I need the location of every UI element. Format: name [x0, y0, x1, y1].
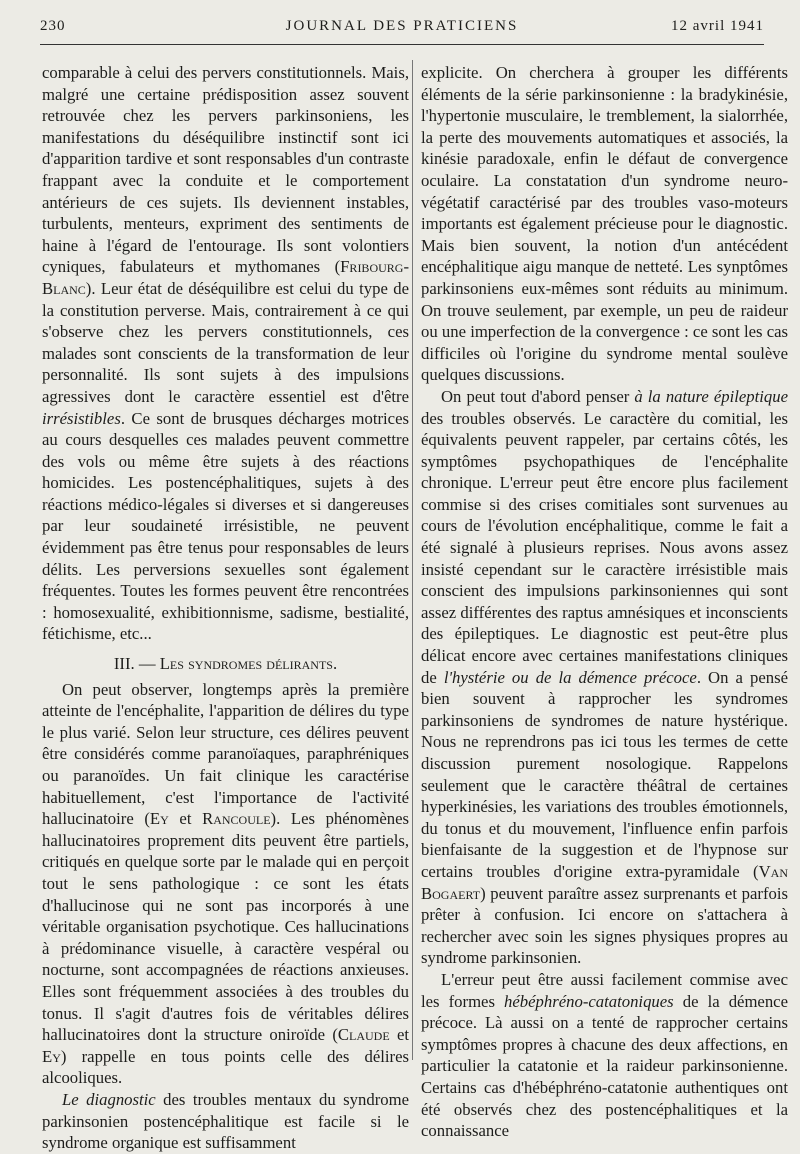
running-header	[40, 14, 764, 40]
text-run: . Ce sont de brusques décharges motrices au cours desquelles ces malades peuvent commettre des vols ou même être sujets à des réactions homicides. Les postencéphalitiques, sujets à des réactions médico-légales si diverses et si dangereuses par leur soudaineté irrésistible, ne peuvent évidemment pas être tenus pour responsables de leurs délits. Les perversions sexuelles sont également fréquentes. Toutes les formes peuvent être rencontrées : homosexualité, exhibitionnisme, sadisme, bestialité, fétichisme, etc...	[42, 408, 409, 644]
text-run: L'erreur peut être aussi facilement commise avec les formes	[421, 969, 788, 1011]
left-paragraph-3	[42, 1089, 409, 1154]
author-citation: Claude	[337, 1025, 390, 1045]
section-numeral: III. —	[113, 654, 160, 674]
text-run: de la démence précoce. Là aussi on a tenté de rapprocher certains symptômes propres à chacune des deux affections, en particulier la catatonie et la raideur parkinsonienne. Certains cas d'hébéphréno-catatonie authentiques ont été observés chez des postencéphalitiques et la connaissance	[421, 991, 788, 1141]
right-paragraph-3	[421, 969, 788, 1142]
text-run: et	[389, 1025, 410, 1045]
left-column	[42, 62, 410, 1153]
emphasis: l'hystérie ou de la démence précoce	[443, 667, 697, 687]
text-run: ) peuvent paraître assez surprenants et parfois prêter à confusion. Ici encore on s'attachera à rechercher avec soin les signes physiques propres au syndrome parkinsonien.	[421, 883, 788, 968]
author-citation: Fribourg-Blanc	[42, 257, 409, 298]
left-paragraph-2	[42, 679, 409, 1089]
text-run: des troubles observés. Le caractère du comitial, les équivalents peuvent rappeler, par certains côtés, les symptômes psychopathiques de l'encéphalite chronique. L'erreur peut être encore plus facilement commise si des crises comitiales sont survenues au cours de l'évolution encéphalitique, comme le fait a été signalé à plusieurs reprises. Nous avons assez insisté cependant sur le caractère irrésistible mais conscient des impulsions parkinsoniennes qui sont assez différentes des raptus amnésiques et inconscients des épileptiques. Le diagnostic est peut-être plus délicat encore avec certaines manifestations cliniques de	[421, 408, 788, 687]
text-run: . On a pensé bien souvent à rapprocher les syndromes parkinsoniens de syndromes de nature hystérique. Nous ne reprendrons pas ici tous les termes de cette discussion purement nosologique. Rappelons seulement que le caractère théâtral de certaines hyperkinésies, les variations des troubles émotionnels, du tonus et du mouvement, l'influence enfin parfois bienfaisante de la suggestion et de l'hypnose sur certains troubles d'origine extra-pyramidale (	[421, 667, 788, 881]
emphasis: à la nature épileptique	[634, 386, 788, 406]
author-citation: Ey	[42, 1046, 61, 1066]
right-paragraph-2	[421, 386, 788, 969]
section-heading	[42, 653, 409, 675]
emphasis: Le diagnostic	[62, 1089, 156, 1109]
text-run: ). Les phénomènes hallucinatoires proprement dits peuvent être partiels, critiqués en quelque sorte par le malade qui en perçoit tout le sens pathologique : ce sont les états d'hallucinose qui ne sont pas incorporés à une véritable organisation psychotique. Ces hallucinations à prédominance visuelle, à caractère vespéral ou nocturne, sont accompagnées de réactions anxieuses. Elles sont fréquemment associées à des troubles du tonus. Il s'agit d'autres fois de véritables délires hallucinatoires dont la structure onirοïde (	[42, 809, 409, 1045]
column-divider	[412, 60, 413, 1060]
author-citation: Van Bogaert	[421, 861, 788, 903]
header-rule	[40, 44, 764, 45]
text-run: et	[168, 809, 203, 829]
author-citation: Rancoule	[202, 809, 271, 829]
right-column	[421, 62, 788, 1141]
journal-title: JOURNAL DES PRATICIENS	[285, 18, 519, 34]
text-run: ) rappelle en tous points celle des délires alcooliques.	[42, 1046, 409, 1088]
section-title: Les syndromes délirants.	[159, 654, 338, 674]
text-run: explicite. On cherchera à grouper les différents éléments de la série parkinsonienne : la bradykinésie, l'hypertonie musculaire, le tremblement, la sialorrhée, la perte des mouvements automatiques et associés, la kinésie paradoxale, enfin le défaut de convergence oculaire. La constatation d'un syndrome neuro-végétatif caractérisé par des troubles vaso-moteurs importants est également précieuse pour le diagnostic. Mais bien souvent, la notion d'un antécédent encéphalitique aigu manque de netteté. Les synptômes parkinsoniens eux-mêmes sont réduits au minimum. On trouve seulement, par exemple, un peu de raideur ou une imperfection de la convergence : ce sont les cas difficiles où l'origine du syndrome mental soulève quelques discussions.	[421, 63, 788, 385]
text-run: ). Leur état de déséquilibre est celui du type de la constitution perverse. Mais, contrairement à ce qui s'observe chez les pervers constitutionnels, ces malades sont conscients de la transformation de leur personnalité. Ils sont sujets à des impulsions agressives dont le caractère essentiel est d'être	[42, 278, 409, 406]
author-citation: Ey	[149, 809, 169, 829]
right-paragraph-1	[421, 62, 788, 386]
text-run: comparable à celui des pervers constitutionnels. Mais, malgré une certaine prédisposition assez souvent retrouvée chez les pervers parkinsoniens, les manifestations du déséquilibre instinctif sont ici d'apparition tardive et sont responsables d'un contraste frappant avec la conduite et le comportement antérieurs de ces sujets. Ils deviennent instables, turbulents, menteurs, expriment des sentiments de haine à l'égard de l'entourage. Ils sont volontiers cyniques, fabulateurs et mythomanes (	[42, 63, 409, 277]
left-paragraph-1	[42, 62, 409, 645]
text-run: des troubles mentaux du syndrome parkinsonien postencéphalitique est facile si le syndrome organique est suffisamment	[42, 1089, 409, 1153]
text-run: On peut observer, longtemps après la première atteinte de l'encéphalite, l'apparition de délires du type le plus varié. Selon leur structure, ces délires peuvent être considérés comme paranoïaques, paraphréniques ou paranoïdes. Un fait clinique les caractérise habituellement, c'est l'importance de l'activité hallucinatoire (	[42, 679, 409, 829]
issue-date: 12 avril 1941	[671, 18, 764, 34]
emphasis: hébéphréno-catatoniques	[504, 991, 674, 1011]
emphasis: irrésistibles	[42, 408, 121, 428]
page-number: 230	[40, 18, 66, 34]
text-run: On peut tout d'abord penser	[441, 386, 635, 406]
